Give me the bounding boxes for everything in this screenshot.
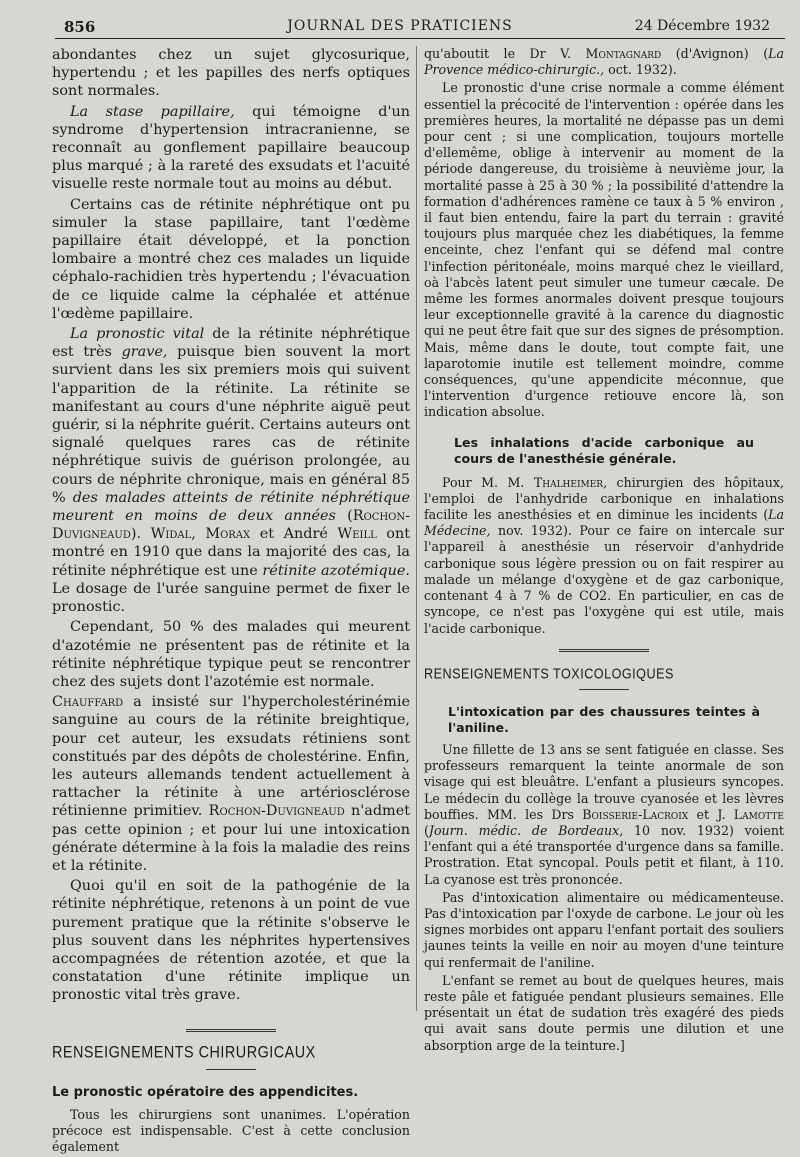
paragraph: La pronostic vital de la rétinite néphrétique est très grave, puisque bien souvent la mort survient dans les six premiers mois qui suivent l'apparition de la rétinite. La rétinite se manifestant au cours d'une néphrite aiguë peut guérir, si la néphrite guérit. Certains auteurs ont signalé quelques rares cas de rétinite néphrétique suivis de guérison prolongée, au cours de néphrite chronique, mais en général 85 % des malades atteints de rétinite néphrétique meurent en moins de deux années (Rochon-Duvigneaud). Widal, Morax et André Weill ont montré en 1910 que dans la majorité des cas, la rétinite néphrétique est une rétinite azotémique. Le dosage de l'urée sanguine permet de fixer le pronostic. xyxy=(52,326,411,616)
column-divider xyxy=(416,46,417,1011)
paragraph: Chauffard a insisté sur l'hypercholestérinémie sanguine au cours de la rétinite breightique, pour cet auteur, les exsudats rétiniens sont constitués par des dépôts de cholestérine. Enfin, les auteurs allemands tendent actuellement à rattacher la rétinite à une artériosclérose rétinienne primitiev. Rochon-Duvigneaud n'admet pas cette opinion ; et pour lui une intoxication générate détermine à la fois la maladie des reins et la rétinite. xyxy=(52,694,410,874)
paragraph: qu'aboutit le Dr V. Montagnard (d'Avignon) (La Provence médico-chirurgic., oct. 1932). xyxy=(424,46,784,78)
journal-title: JOURNAL DES PRATICIENS xyxy=(287,18,513,34)
section-rule xyxy=(559,649,649,656)
page-number: 856 xyxy=(64,18,96,36)
paragraph: Tous les chirurgiens sont unanimes. L'opération précoce est indispensable. C'est à cette conclusion également xyxy=(52,1106,410,1155)
right-column xyxy=(424,46,784,1056)
paragraph: Quoi qu'il en soit de la pathogénie de la rétinite néphrétique, retenons à un point de vue purement pratique que la rétinite s'observe le plus souvent dans les néphrites hypertensives accompagnées de rétention azotée, et que la constatation d'une rétinite implique un pronostic vital très grave. xyxy=(52,878,410,1004)
section-title: RENSEIGNEMENTS TOXICOLOGIQUES xyxy=(424,665,674,682)
paragraph: abondantes chez un sujet glycosurique, hypertendu ; et les papilles des nerfs optiques sont normales. xyxy=(52,47,410,100)
paragraph: Pas d'intoxication alimentaire ou médicamenteuse. Pas d'intoxication par l'oxyde de carbone. Le jour où les signes morbides ont apparu l'enfant portait des souliers jaunes teints la veille en noir au moyen d'une teinture qui renfermait de l'aniline. xyxy=(424,889,784,970)
section-title: RENSEIGNEMENTS CHIRURGICAUX xyxy=(52,1043,316,1062)
article-heading: Les inhalations d'acide carbonique au cours de l'anesthésie générale. xyxy=(454,434,754,466)
article-heading: Le pronostic opératoire des appendicites. xyxy=(52,1084,359,1100)
paragraph: Le pronostic d'une crise normale a comme élément essentiel la précocité de l'intervention : opérée dans les premières heures, la mortalité ne dépasse pas un demi pour cent ; si une complication, toujours mortelle d'ellemême, oblige à intervenir au moment de la période dangereuse, du troisième à neuvième jour, la mortalité passe à 25 à 30 % ; la possibilité d'attendre la formation d'adhérences ramène ce taux à 5 % environ , il faut bien entendu, faire la part du terrain : gravité toujours plus marquée chez les diabétiques, la femme enceinte, chez l'enfant qui se défend mal contre l'infection péritonéale, moins marqué chez le vieillard, oà l'abcès latent peut simuler une tumeur cæcale. De même les formes anormales doivent presque toujours leur exceptionnelle gravité à la carence du diagnostic qui ne peut être fait que sur des signes de présomption. Mais, même dans le doute, tout compte fait, une laparotomie inutile est tellement moindre, comme conséquences, qu'une appendicite méconnue, que l'intervention d'urgence retiouve encore là, son indication absolue. xyxy=(424,80,784,420)
section-underline xyxy=(579,689,629,690)
paragraph: Une fillette de 13 ans se sent fatiguée en classe. Ses professeurs remarquent la teinte anormale de son visage qui est bleuâtre. L'enfant a plusieurs syncopes. Le médecin du collège la trouve cyanosée et les lèvres bouffies. MM. les Drs Boisserie-Lacroix et J. Lamotte (Journ. médic. de Bordeaux, 10 nov. 1932) voient l'enfant qui a été transportée d'urgence dans sa famille. Prostration. Etat syncopal. Pouls petit et filant, à 110. La cyanose est très prononcée. xyxy=(424,741,784,887)
section-underline xyxy=(206,1069,256,1070)
page-header xyxy=(0,14,800,40)
header-rule xyxy=(55,38,785,39)
article-heading: L'intoxication par des chaussures teintes à l'aniline. xyxy=(448,703,760,735)
section-rule xyxy=(186,1029,276,1036)
issue-date: 24 Décembre 1932 xyxy=(634,18,770,34)
left-column xyxy=(52,46,410,1157)
paragraph: Cependant, 50 % des malades qui meurent d'azotémie ne présentent pas de rétinite et la rétinite néphrétique typique peut se rencontrer chez des sujets dont l'azotémie est normale. xyxy=(52,619,410,690)
paragraph: Certains cas de rétinite néphrétique ont pu simuler la stase papillaire, tant l'œdème papillaire était développé, et la ponction lombaire a montré chez ces malades un liquide céphalo-rachidien très hypertendu ; l'évacuation de ce liquide calme la céphalée et atténue l'œdème papillaire. xyxy=(52,196,410,322)
paragraph: L'enfant se remet au bout de quelques heures, mais reste pâle et fatiguée pendant plusieurs semaines. Elle présentait un état de sudation très exagéré des pieds qui avait sans doute permis une dilution et une absorption arge de la teinture.] xyxy=(424,972,784,1053)
paragraph: Pour M. M. Thalheimer, chirurgien des hôpitaux, l'emploi de l'anhydride carbonique en inhalations facilite les anesthésies et en diminue les incidents (La Médecine, nov. 1932). Pour ce faire on intercale sur l'appareil à anesthésie un réservoir d'anhydride carbonique sous légère pression ou on fait respirer au malade un mélange d'oxygène et de gaz carbonique, contenant 4 à 7 % de CO2. En particulier, en cas de syncope, ce n'est pas l'oxygène qui est utile, mais l'acide carbonique. xyxy=(424,474,784,636)
paragraph: La stase papillaire, qui témoigne d'un syndrome d'hypertension intracranienne, se reconnaît au gonflement papillaire beaucoup plus marqué ; à la rareté des exsudats et l'acuité visuelle reste normale tout au moins au début. xyxy=(52,103,410,193)
